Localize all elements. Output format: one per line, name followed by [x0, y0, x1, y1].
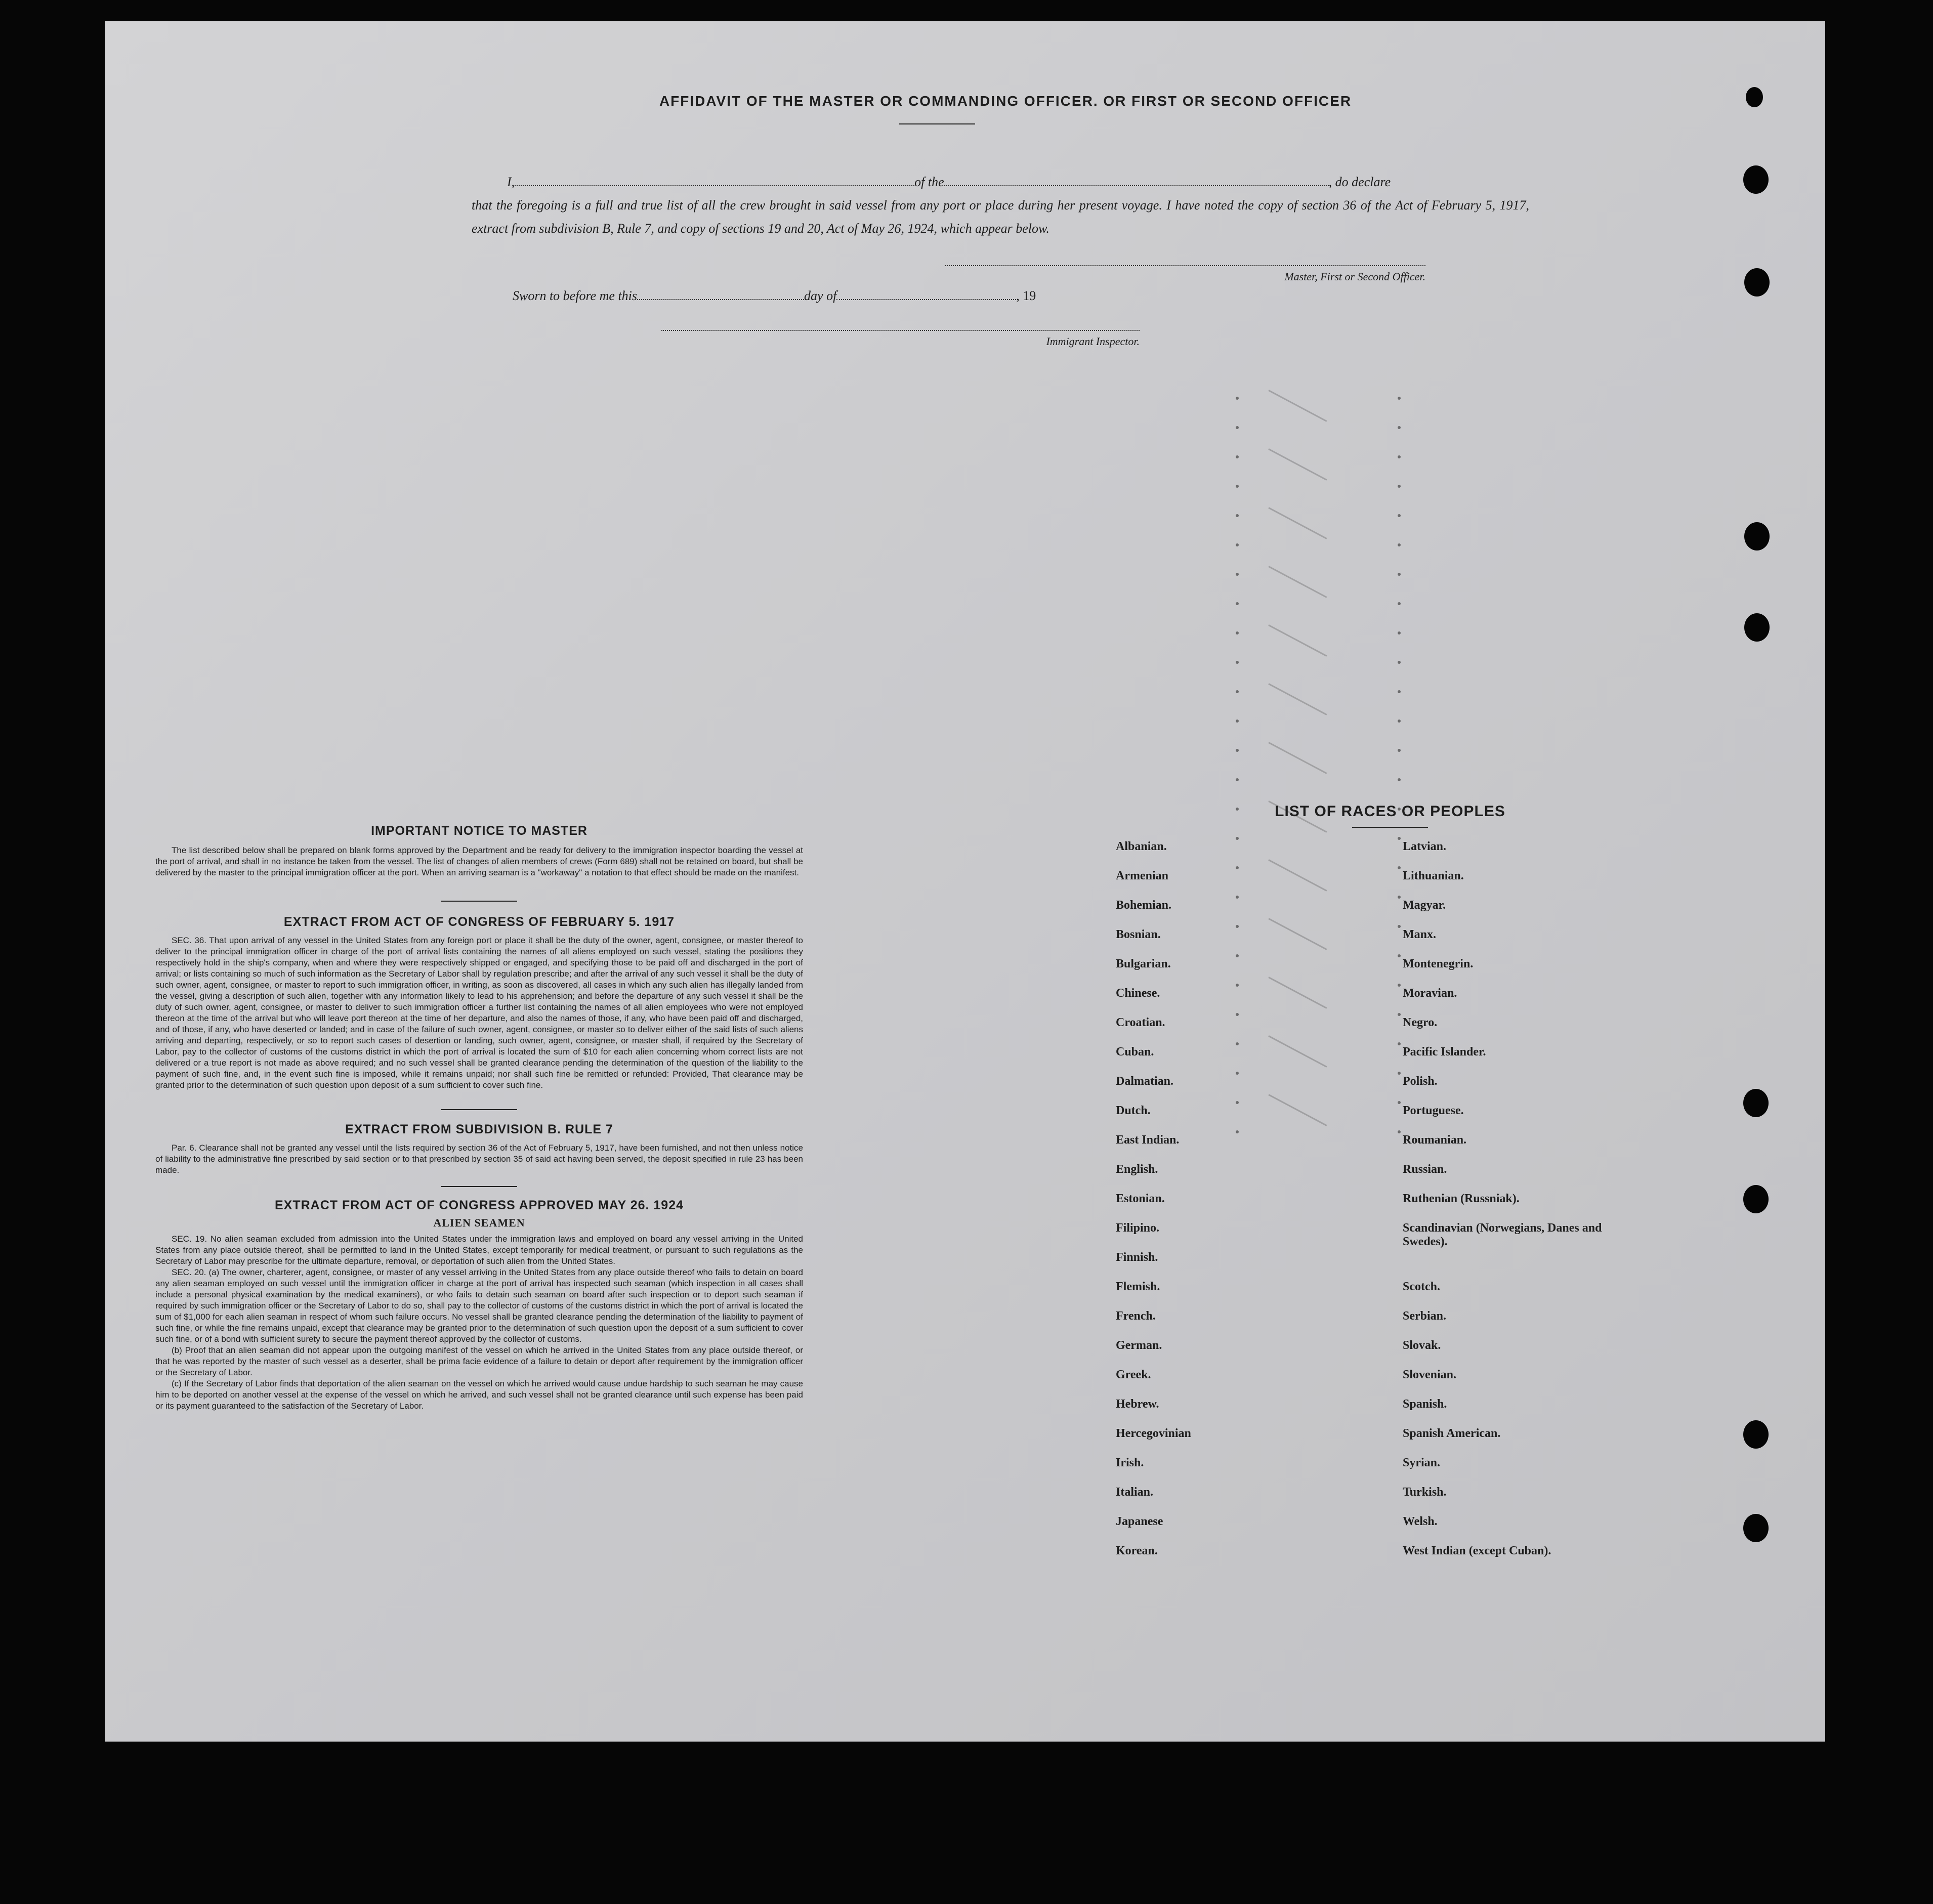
ghost-dot: [1398, 631, 1401, 634]
ghost-dot: [1398, 866, 1401, 869]
vessel-name-field[interactable]: [944, 185, 1329, 186]
pen-stroke: [1268, 507, 1327, 539]
divider: [441, 1109, 517, 1110]
ghost-dot: [1398, 954, 1401, 957]
ghost-dot: [1398, 1101, 1401, 1104]
race-item: Croatian.: [1116, 1016, 1165, 1029]
ghost-dot: [1398, 426, 1401, 429]
ghost-dot: [1398, 573, 1401, 576]
divider: [1352, 827, 1428, 828]
inspector-signature-label: Immigrant Inspector.: [1046, 335, 1140, 348]
race-item: Greek.: [1116, 1368, 1151, 1381]
divider: [899, 123, 975, 124]
ghost-dot: [1236, 397, 1239, 400]
ghost-dot: [1236, 485, 1239, 488]
races-title: LIST OF RACES OR PEOPLES: [1275, 803, 1505, 820]
race-item: Montenegrin.: [1403, 957, 1474, 970]
race-item: Flemish.: [1116, 1280, 1160, 1293]
inspector-signature-field[interactable]: [661, 330, 1140, 331]
race-item: Ruthenian (Russniak).: [1403, 1192, 1520, 1205]
race-item: Syrian.: [1403, 1456, 1441, 1469]
ghost-dot: [1398, 720, 1401, 723]
master-signature-label: Master, First or Second Officer.: [1284, 270, 1425, 283]
race-item: Bosnian.: [1116, 928, 1161, 941]
alien-seamen-subtitle: ALIEN SEAMEN: [433, 1216, 525, 1229]
ghost-dot: [1398, 1042, 1401, 1045]
ghost-dot: [1236, 631, 1239, 634]
ghost-dot: [1236, 455, 1239, 458]
race-item: Manx.: [1403, 928, 1436, 941]
affidavit-first-line: [472, 171, 1529, 194]
ghost-dot: [1236, 573, 1239, 576]
race-item: Albanian.: [1116, 840, 1167, 853]
binder-hole: [1744, 522, 1770, 551]
race-item: Turkish.: [1403, 1486, 1447, 1499]
race-item: East Indian.: [1116, 1133, 1180, 1147]
race-item: Slovak.: [1403, 1339, 1441, 1352]
race-item: Cuban.: [1116, 1045, 1154, 1059]
declarant-name-field[interactable]: [515, 185, 914, 186]
race-item: Scotch.: [1403, 1280, 1440, 1293]
ghost-dot: [1398, 514, 1401, 517]
day-of-label: day of: [804, 288, 837, 303]
race-item: Korean.: [1116, 1544, 1158, 1557]
notice-title: IMPORTANT NOTICE TO MASTER: [371, 824, 587, 838]
ghost-dot: [1398, 397, 1401, 400]
binder-hole: [1743, 165, 1769, 194]
race-item: Armenian: [1116, 869, 1168, 882]
race-item: Serbian.: [1403, 1309, 1447, 1323]
race-item: Spanish.: [1403, 1398, 1447, 1411]
race-item: Filipino.: [1116, 1221, 1160, 1235]
ghost-dot: [1398, 749, 1401, 752]
race-item: Irish.: [1116, 1456, 1144, 1469]
pen-stroke: [1268, 624, 1327, 657]
declarant-label: I,: [507, 175, 515, 189]
binder-hole: [1744, 613, 1770, 642]
sec19-paragraph: SEC. 19. No alien seaman excluded from admission into the United States under the immigration laws and employed on board any vessel arriving in the United States from any place outside thereof, shall be permitted to land in the United States, except temporarily for medical treatment, or pursuant to such regulations as the Secretary of Labor may prescribe for the ultimate departure, removal, or deportation of such alien from the United States.: [155, 1234, 803, 1266]
race-item: Polish.: [1403, 1075, 1438, 1088]
sworn-line: [513, 288, 1036, 304]
ghost-dot: [1398, 1130, 1401, 1133]
ghost-dot: [1236, 690, 1239, 693]
ghost-dot: [1236, 749, 1239, 752]
ghost-dot: [1236, 602, 1239, 605]
ghost-dot: [1398, 661, 1401, 664]
pen-stroke: [1268, 448, 1327, 481]
ghost-dot: [1236, 720, 1239, 723]
race-item: Pacific Islander.: [1403, 1045, 1486, 1059]
binder-hole: [1743, 1185, 1769, 1213]
race-item: Magyar.: [1403, 899, 1446, 912]
race-item: Dutch.: [1116, 1104, 1151, 1117]
race-item: Dalmatian.: [1116, 1075, 1173, 1088]
race-item: Bohemian.: [1116, 899, 1172, 912]
race-item: Hercegovinian: [1116, 1427, 1191, 1440]
affidavit-title: AFFIDAVIT OF THE MASTER OR COMMANDING OFFICER. OR FIRST OR SECOND OFFICER: [659, 93, 1352, 109]
ghost-dot: [1236, 661, 1239, 664]
ghost-dot: [1398, 984, 1401, 987]
sworn-month-field[interactable]: [836, 299, 1016, 300]
race-item: Estonian.: [1116, 1192, 1165, 1205]
race-item: Japanese: [1116, 1515, 1163, 1528]
race-item: French.: [1116, 1309, 1156, 1323]
pen-stroke: [1268, 390, 1327, 422]
extract-rule7-title: EXTRACT FROM SUBDIVISION B. RULE 7: [345, 1122, 613, 1136]
race-item: Italian.: [1116, 1486, 1154, 1499]
ghost-dot: [1398, 543, 1401, 546]
race-item: Russian.: [1403, 1163, 1447, 1176]
binder-hole: [1743, 1514, 1769, 1542]
extract-1917-title: EXTRACT FROM ACT OF CONGRESS OF FEBRUARY 5. 1917: [283, 915, 675, 929]
pen-stroke: [1268, 566, 1327, 598]
extract-1924-text: [155, 1234, 803, 1412]
sworn-label: Sworn to before me this: [513, 288, 638, 303]
race-item: German.: [1116, 1339, 1162, 1352]
extract-1917-text: [155, 935, 803, 1091]
sec20a-paragraph: SEC. 20. (a) The owner, charterer, agent, consignee, or master of any vessel arriving in the United States from any place outside thereof who fails to detain on board any alien seaman employed on such vessel until the immigration officer in charge at the port of arrival has inspected such seaman (which inspection in all cases shall include a personal physical examination by the medical examiners), or who fails to detain such seaman on board after such inspection or to deport such seaman if required by such immigration officer or the Secretary of Labor to do so, shall pay to the collector of customs of the customs district in which the port of arrival is located the sum of $1,000 for each alien seaman in respect of whom such failure occurs. No vessel shall be granted clearance pending the determination of the liability to payment of such fine, or while the fine remains unpaid, except that clearance may be granted prior to the determination of such question upon the deposit of a sum sufficient to cover such fine, or of a bond with sufficient surety to secure the payment thereof approved by the collector of customs.: [155, 1267, 803, 1344]
of-the-label: of the: [914, 175, 944, 189]
binder-hole: [1746, 87, 1763, 107]
affidavit-text: that the foregoing is a full and true list of all the crew brought in said vessel from any port or place during her present voyage. I have noted the copy of section 36 of the Act of February 5, 1917, extract from subdivision B, Rule 7, and copy of sections 19 and 20, Act of May 26, 1924, which appear below.: [472, 198, 1529, 236]
ghost-dot: [1398, 778, 1401, 781]
pen-stroke: [1268, 683, 1327, 715]
race-item: Finnish.: [1116, 1251, 1158, 1264]
race-item: Lithuanian.: [1403, 869, 1464, 882]
race-item: Chinese.: [1116, 987, 1160, 1000]
ghost-dot: [1236, 543, 1239, 546]
ghost-dot: [1398, 837, 1401, 840]
race-item: Portuguese.: [1403, 1104, 1464, 1117]
extract-1924-title: EXTRACT FROM ACT OF CONGRESS APPROVED MAY 26. 1924: [274, 1198, 684, 1212]
ghost-dot: [1398, 455, 1401, 458]
race-item: West Indian (except Cuban).: [1403, 1544, 1551, 1557]
par6-paragraph: Par. 6. Clearance shall not be granted any vessel until the lists required by section 36 of the Act of February 5, 1917, have been furnished, and not then unless notice of liability to the administrative fine prescribed by said section or to that prescribed by section 35 of said act having been served, the deposit specified in rule 23 has been made.: [155, 1143, 803, 1175]
divider: [441, 1186, 517, 1187]
ghost-dot: [1236, 514, 1239, 517]
race-item: Roumanian.: [1403, 1133, 1467, 1147]
declare-label: , do declare: [1328, 175, 1391, 189]
ghost-dot: [1398, 485, 1401, 488]
binder-hole: [1743, 1420, 1769, 1449]
extract-rule7-text: [155, 1143, 803, 1176]
binder-hole: [1744, 268, 1770, 297]
ghost-dot: [1236, 426, 1239, 429]
race-item: Bulgarian.: [1116, 957, 1171, 970]
race-item: Moravian.: [1403, 987, 1457, 1000]
sec36-paragraph: SEC. 36. That upon arrival of any vessel in the United States from any foreign port or place it shall be the duty of the owner, agent, consignee, or master thereof to deliver to the principal immigration officer in charge of the port of arrival lists containing the names of all aliens employed on such vessel, stating the positions they respectively hold in the ship's company, when and where they were respectively shipped or engaged, and specifying those to be paid off and discharged in the port of arrival; or lists containing so much of such information as the Secretary of Labor shall by regulation prescribe; and after the arrival of any such vessel it shall be the duty of such owner, agent, consignee, or master to report to such immigration officer, in writing, as soon as discovered, all cases in which any such alien has illegally landed from the vessel, giving a description of such alien, together with any information likely to lead to his apprehension; and before the departure of any such vessel it shall be the duty of such owner, agent, consignee, or master to deliver to such immigration officer a further list containing the names of all alien employees who were not employed thereon at the time of the arrival but who will leave port thereon at the time of her departure, and also the names of those, if any, who have been paid off and discharged, and of those, if any, who have deserted or landed; and in case of the failure of such owner, agent, consignee, or master so to deliver either of the said lists of such aliens arriving and departing, respectively, or so to report such cases of desertion or landing, such owner, agent, consignee, or master shall, if required by the Secretary of Labor, pay to the collector of customs of the customs district in which the port of arrival is located the sum of $10 for each alien concerning whom correct lists are not delivered or a true report is not made as above required; and no such vessel shall be granted clearance pending the determination of the question of the liability to the payment of such fine, and, in the event such fine is imposed, while it remains unpaid; nor shall such fine be remitted or refunded: Provided, That clearance may be granted prior to the determination of such question upon deposit of a sum sufficient to cover such fine.: [155, 936, 803, 1090]
ghost-dot: [1398, 602, 1401, 605]
race-item: Negro.: [1403, 1016, 1438, 1029]
year-label: , 19: [1016, 288, 1036, 303]
race-item: Hebrew.: [1116, 1398, 1159, 1411]
race-item: Slovenian.: [1403, 1368, 1457, 1381]
master-signature-field[interactable]: [945, 265, 1425, 266]
race-item: Welsh.: [1403, 1515, 1438, 1528]
ghost-dot: [1398, 896, 1401, 899]
ghost-dot: [1398, 925, 1401, 928]
notice-text: [155, 845, 803, 878]
race-item: Spanish American.: [1403, 1427, 1501, 1440]
ghost-dot: [1236, 778, 1239, 781]
pen-stroke: [1268, 742, 1327, 774]
sec20b-paragraph: (b) Proof that an alien seaman did not appear upon the outgoing manifest of the vessel on which he arrived in the United States from any place outside thereof, or that he was reported by the master of such vessel as a deserter, shall be prima facie evidence of a failure to detain or deport after requirement by the immigration officer or the Secretary of Labor.: [155, 1345, 803, 1377]
race-item: Scandinavian (Norwegians, Danes and Swedes).: [1403, 1221, 1602, 1248]
binder-hole: [1743, 1089, 1769, 1117]
race-item: English.: [1116, 1163, 1158, 1176]
race-item: Latvian.: [1403, 840, 1447, 853]
sworn-day-field[interactable]: [637, 299, 804, 300]
document-page: [105, 21, 1825, 1742]
ghost-dot: [1398, 1013, 1401, 1016]
notice-paragraph: The list described below shall be prepared on blank forms approved by the Department and be ready for delivery to the immigration inspector boarding the vessel at the port of arrival, and shall in no instance be taken from the vessel. The list of changes of alien members of crews (Form 689) shall not be retained on board, but shall be delivered by the master to the principal immigration officer at the port. When an arriving seaman is a "workaway" a notation to that effect should be made on the manifest.: [155, 845, 803, 877]
affidavit-body: [472, 171, 1529, 240]
ghost-dot: [1398, 1072, 1401, 1075]
divider: [441, 901, 517, 902]
sec20c-paragraph: (c) If the Secretary of Labor finds that deportation of the alien seaman on the vessel on which he arrived would cause undue hardship to such seaman he may cause him to be deported on another vessel at the expense of the vessel on which he arrived, and such vessel shall not be granted clearance until such expense has been paid or its payment guaranteed to the satisfaction of the Secretary of Labor.: [155, 1379, 803, 1411]
ghost-dot: [1398, 690, 1401, 693]
